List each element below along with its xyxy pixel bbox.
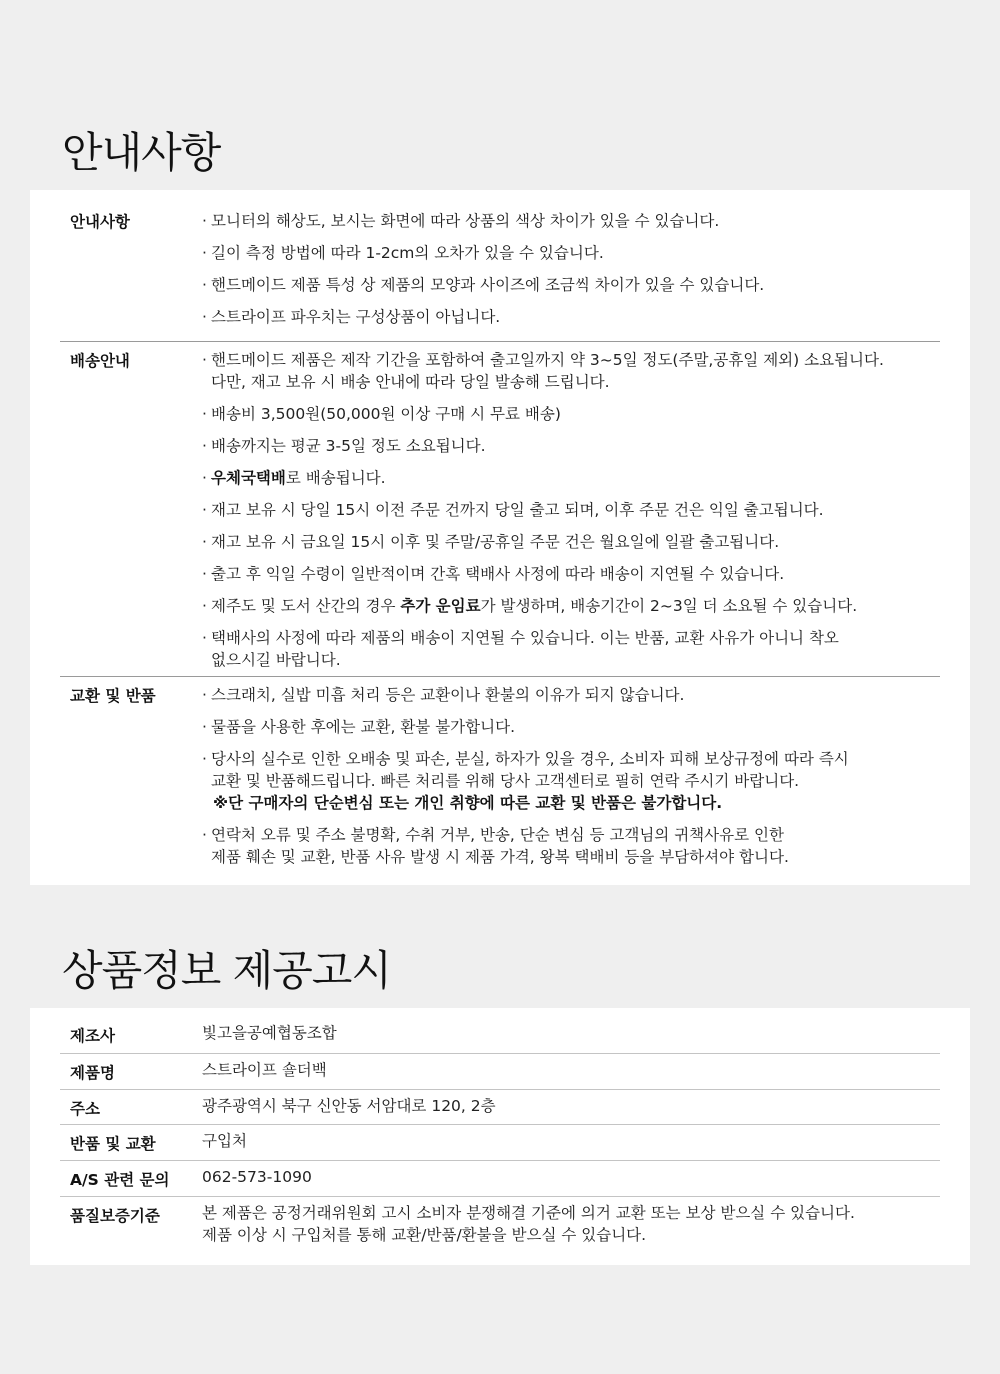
info-label: 품질보증기준 [70, 1207, 160, 1225]
info-value [202, 1059, 327, 1081]
notice-item-text: · 스트라이프 파우치는 구성상품이 아닙니다. [211, 308, 501, 326]
notice-item-text: · 핸드메이드 제품은 제작 기간을 포함하여 출고일까지 약 3~5일 정도(주말,공휴일 제외) 소요됩니다. [211, 351, 884, 369]
notice-item [202, 563, 942, 585]
notice-label-guide: 안내사항 [70, 213, 130, 231]
product-info-title: 상품정보 제공고시 [62, 946, 391, 995]
info-value-line: 스트라이프 숄더백 [202, 1061, 327, 1079]
notice-item-text: · 우체국택배로 배송됩니다. [211, 469, 386, 487]
notice-item [202, 499, 942, 521]
row-divider [60, 1053, 940, 1054]
notice-item-text: 다만, 재고 보유 시 배송 안내에 따라 당일 발송해 드립니다. [211, 373, 610, 391]
notice-item-text [211, 792, 942, 814]
info-value-line: 빛고을공예협동조합 [202, 1024, 337, 1042]
notice-item-text: · 출고 후 익일 수령이 일반적이며 간혹 택배사 사정에 따라 배송이 지연될 수 있습니다. [211, 565, 785, 583]
notice-item-text: · 당사의 실수로 인한 오배송 및 파손, 분실, 하자가 있을 경우, 소비자 피해 보상규정에 따라 즉시 [211, 750, 849, 768]
notice-panel [30, 190, 970, 885]
notice-item-text: · 배송까지는 평균 3-5일 정도 소요됩니다. [211, 437, 486, 455]
notice-item-text: · 물품을 사용한 후에는 교환, 환불 불가합니다. [211, 718, 516, 736]
notice-list [202, 349, 942, 681]
notice-item-text: · 핸드메이드 제품 특성 상 제품의 모양과 사이즈에 조금씩 차이가 있을 수 있습니다. [211, 276, 765, 294]
row-divider [60, 1089, 940, 1090]
group-divider [60, 341, 940, 342]
info-value [202, 1095, 496, 1117]
product-info-table [30, 1008, 970, 1265]
notice-item-text: · 스크래치, 실밥 미흡 처리 등은 교환이나 환불의 이유가 되지 않습니다. [211, 686, 685, 704]
notice-item-text: 없으시길 바랍니다. [211, 651, 341, 669]
row-divider [60, 1160, 940, 1161]
notice-item [202, 274, 942, 296]
notice-list [202, 210, 942, 338]
notice-item [202, 403, 942, 425]
notice-item [202, 435, 942, 457]
notice-item [202, 627, 942, 671]
notice-item [202, 242, 942, 264]
notice-item [202, 716, 942, 738]
info-value-line: 제품 이상 시 구입처를 통해 교환/반품/환불을 받으실 수 있습니다. [202, 1226, 647, 1244]
notice-item-text: · 길이 측정 방법에 따라 1-2cm의 오차가 있을 수 있습니다. [211, 244, 604, 262]
row-divider [60, 1124, 940, 1125]
notice-item-text: · 재고 보유 시 금요일 15시 이후 및 주말/공휴일 주문 건은 월요일에 일괄 출고됩니다. [211, 533, 780, 551]
info-value-line: 062-573-1090 [202, 1168, 312, 1186]
info-label: A/S 관련 문의 [70, 1171, 170, 1189]
notice-item [202, 210, 942, 232]
notice-item-text: · 연락처 오류 및 주소 불명확, 수취 거부, 반송, 단순 변심 등 고객님의 귀책사유로 인한 [211, 826, 784, 844]
notice-item-text: · 배송비 3,500원(50,000원 이상 구매 시 무료 배송) [211, 405, 561, 423]
emphasis-courier: 우체국택배 [211, 469, 286, 487]
group-divider [60, 676, 940, 677]
notice-item [202, 684, 942, 706]
notice-item [202, 467, 942, 489]
notice-item [202, 531, 942, 553]
emphasis-extra-fee: 추가 운임료 [400, 597, 481, 615]
notice-item [202, 595, 942, 617]
info-label: 주소 [70, 1100, 100, 1118]
notice-item [202, 824, 942, 868]
notice-label-shipping: 배송안내 [70, 352, 130, 370]
notice-item [202, 748, 942, 814]
info-value [202, 1022, 337, 1044]
info-value [202, 1202, 855, 1246]
notice-item-text: · 택배사의 사정에 따라 제품의 배송이 지연될 수 있습니다. 이는 반품, 교환 사유가 아니니 착오 [211, 629, 839, 647]
notice-item [202, 349, 942, 393]
notice-item-text: · 재고 보유 시 당일 15시 이전 주문 건까지 당일 출고 되며, 이후 주문 건은 익일 출고됩니다. [211, 501, 824, 519]
info-value-line: 구입처 [202, 1132, 247, 1150]
info-value-line: 본 제품은 공정거래위원회 고시 소비자 분쟁해결 기준에 의거 교환 또는 보상 받으실 수 있습니다. [202, 1204, 855, 1222]
notice-title: 안내사항 [62, 128, 221, 177]
notice-item-text: · 모니터의 해상도, 보시는 화면에 따라 상품의 색상 차이가 있을 수 있습니다. [211, 212, 720, 230]
notice-item [202, 306, 942, 328]
notice-item-text: 교환 및 반품해드립니다. 빠른 처리를 위해 당사 고객센터로 필히 연락 주시기 바랍니다. [211, 772, 800, 790]
info-value-line: 광주광역시 북구 신안동 서암대로 120, 2층 [202, 1097, 496, 1115]
info-label: 제품명 [70, 1064, 115, 1082]
notice-item-text: · 제주도 및 도서 산간의 경우 추가 운임료가 발생하며, 배송기간이 2~3일 더 소요될 수 있습니다. [211, 597, 858, 615]
notice-label-exchange: 교환 및 반품 [70, 687, 156, 705]
emphasis-no-return: ※단 구매자의 단순변심 또는 개인 취향에 따른 교환 및 반품은 불가합니다. [213, 794, 723, 812]
row-divider [60, 1196, 940, 1197]
notice-item-text: 제품 훼손 및 교환, 반품 사유 발생 시 제품 가격, 왕복 택배비 등을 부담하셔야 합니다. [211, 848, 789, 866]
info-label: 제조사 [70, 1027, 115, 1045]
info-label: 반품 및 교환 [70, 1135, 156, 1153]
info-value [202, 1130, 247, 1152]
info-value [202, 1166, 312, 1188]
notice-list [202, 684, 942, 878]
